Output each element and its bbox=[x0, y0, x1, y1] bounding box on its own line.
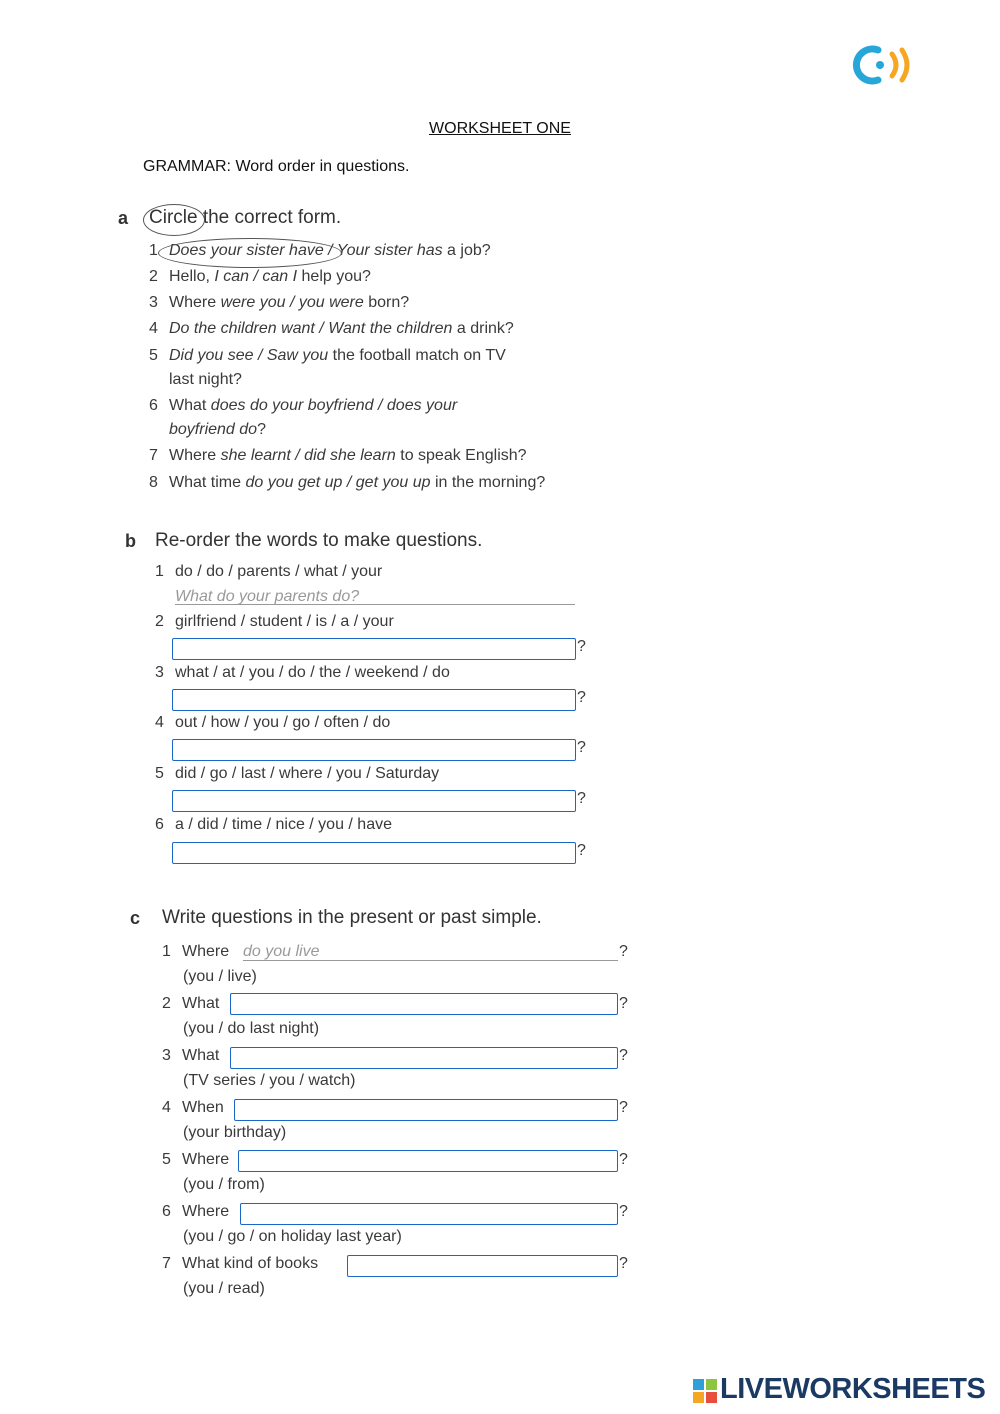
section-c-example-answer: do you live bbox=[243, 943, 320, 960]
section-b-item-5: 5 did / go / last / where / you / Saturday bbox=[155, 765, 440, 782]
section-c-item-2: 2 What bbox=[162, 995, 220, 1012]
section-c-hint-1: (you / live) bbox=[183, 968, 257, 985]
section-a-item-4[interactable]: 4 Do the children want / Want the children a drink? bbox=[149, 320, 514, 337]
section-c-qmark-4: ? bbox=[619, 1099, 628, 1116]
section-c-qmark-6: ? bbox=[619, 1203, 628, 1220]
section-b-answer-4[interactable] bbox=[172, 739, 576, 761]
section-c-qmark-5: ? bbox=[619, 1151, 628, 1168]
section-c-title: Write questions in the present or past simple. bbox=[162, 907, 542, 928]
liveworksheets-logo-icon bbox=[692, 1378, 718, 1404]
section-b-answer-2[interactable] bbox=[172, 638, 576, 660]
section-a-item-5-cont: last night? bbox=[169, 371, 242, 388]
section-b-item-3: 3 what / at / you / do / the / weekend / do bbox=[155, 664, 450, 681]
section-b-qmark-6: ? bbox=[577, 842, 586, 859]
section-c-hint-5: (you / from) bbox=[183, 1176, 265, 1193]
section-c-hint-6: (you / go / on holiday last year) bbox=[183, 1228, 402, 1245]
section-b-item-4: 4 out / how / you / go / often / do bbox=[155, 714, 391, 731]
section-b-title: Re-order the words to make questions. bbox=[155, 530, 483, 551]
section-c-qmark-1: ? bbox=[619, 943, 628, 960]
section-c-letter: c bbox=[130, 908, 141, 928]
section-c-item-6: 6 Where bbox=[162, 1203, 230, 1220]
section-c-hint-3: (TV series / you / watch) bbox=[183, 1072, 356, 1089]
section-c-item-1: 1 Where bbox=[162, 943, 230, 960]
section-c-hint-4: (your birthday) bbox=[183, 1124, 287, 1141]
section-b-answer-3[interactable] bbox=[172, 689, 576, 711]
section-a-item-1[interactable]: 1 Does your sister have / Your sister has a job? bbox=[149, 242, 491, 259]
hand-drawn-circle-title bbox=[143, 204, 205, 236]
section-b-item-2: 2 girlfriend / student / is / a / your bbox=[155, 613, 394, 630]
section-a-item-8[interactable]: 8 What time do you get up / get you up in the morning? bbox=[149, 474, 546, 491]
section-b-item-6: 6 a / did / time / nice / you / have bbox=[155, 816, 392, 833]
section-b-qmark-3: ? bbox=[577, 689, 586, 706]
section-c-item-3: 3 What bbox=[162, 1047, 220, 1064]
hand-drawn-circle-answer bbox=[158, 238, 342, 268]
section-c-answer-2[interactable] bbox=[230, 993, 618, 1015]
section-b-example-answer: What do your parents do? bbox=[175, 588, 360, 605]
section-c-qmark-7: ? bbox=[619, 1255, 628, 1272]
section-c-example-line bbox=[243, 960, 618, 961]
section-b-answer-5[interactable] bbox=[172, 790, 576, 812]
section-b-qmark-4: ? bbox=[577, 739, 586, 756]
worksheet-title: WORKSHEET ONE bbox=[429, 120, 571, 137]
section-c-item-5: 5 Where bbox=[162, 1151, 230, 1168]
section-b-item-1: 1 do / do / parents / what / your bbox=[155, 563, 383, 580]
section-a-item-7[interactable]: 7 Where she learnt / did she learn to speak English? bbox=[149, 447, 527, 464]
section-c-answer-5[interactable] bbox=[238, 1150, 618, 1172]
section-c-answer-7[interactable] bbox=[347, 1255, 618, 1277]
section-a-item-6[interactable]: 6 What does do your boyfriend / does your bbox=[149, 397, 458, 414]
section-c-item-7: 7 What kind of books bbox=[162, 1255, 319, 1272]
section-c-answer-4[interactable] bbox=[234, 1099, 618, 1121]
section-a-title-circled: Circle bbox=[149, 207, 198, 228]
section-c-answer-6[interactable] bbox=[240, 1203, 618, 1225]
section-b-answer-6[interactable] bbox=[172, 842, 576, 864]
section-c-hint-7: (you / read) bbox=[183, 1280, 265, 1297]
section-a-item-6-cont: boyfriend do? bbox=[169, 421, 266, 438]
liveworksheets-brand: LIVEWORKSHEETS bbox=[720, 1373, 986, 1405]
section-b-letter: b bbox=[125, 531, 136, 551]
section-c-qmark-3: ? bbox=[619, 1047, 628, 1064]
app-logo bbox=[848, 42, 914, 88]
section-a-letter: a bbox=[118, 208, 129, 228]
section-a-title-rest: the correct form. bbox=[197, 207, 342, 228]
section-b-qmark-5: ? bbox=[577, 790, 586, 807]
section-a-item-2[interactable]: 2 Hello, I can / can I help you? bbox=[149, 268, 371, 285]
section-c-qmark-2: ? bbox=[619, 995, 628, 1012]
section-c-answer-3[interactable] bbox=[230, 1047, 618, 1069]
section-b-qmark-2: ? bbox=[577, 638, 586, 655]
section-c-hint-2: (you / do last night) bbox=[183, 1020, 320, 1037]
section-b-example-line bbox=[175, 604, 575, 605]
grammar-topic: GRAMMAR: Word order in questions. bbox=[143, 158, 410, 175]
section-a-item-5[interactable]: 5 Did you see / Saw you the football match on TV bbox=[149, 347, 506, 364]
section-a-item-3[interactable]: 3 Where were you / you were born? bbox=[149, 294, 410, 311]
section-c-item-4: 4 When bbox=[162, 1099, 224, 1116]
